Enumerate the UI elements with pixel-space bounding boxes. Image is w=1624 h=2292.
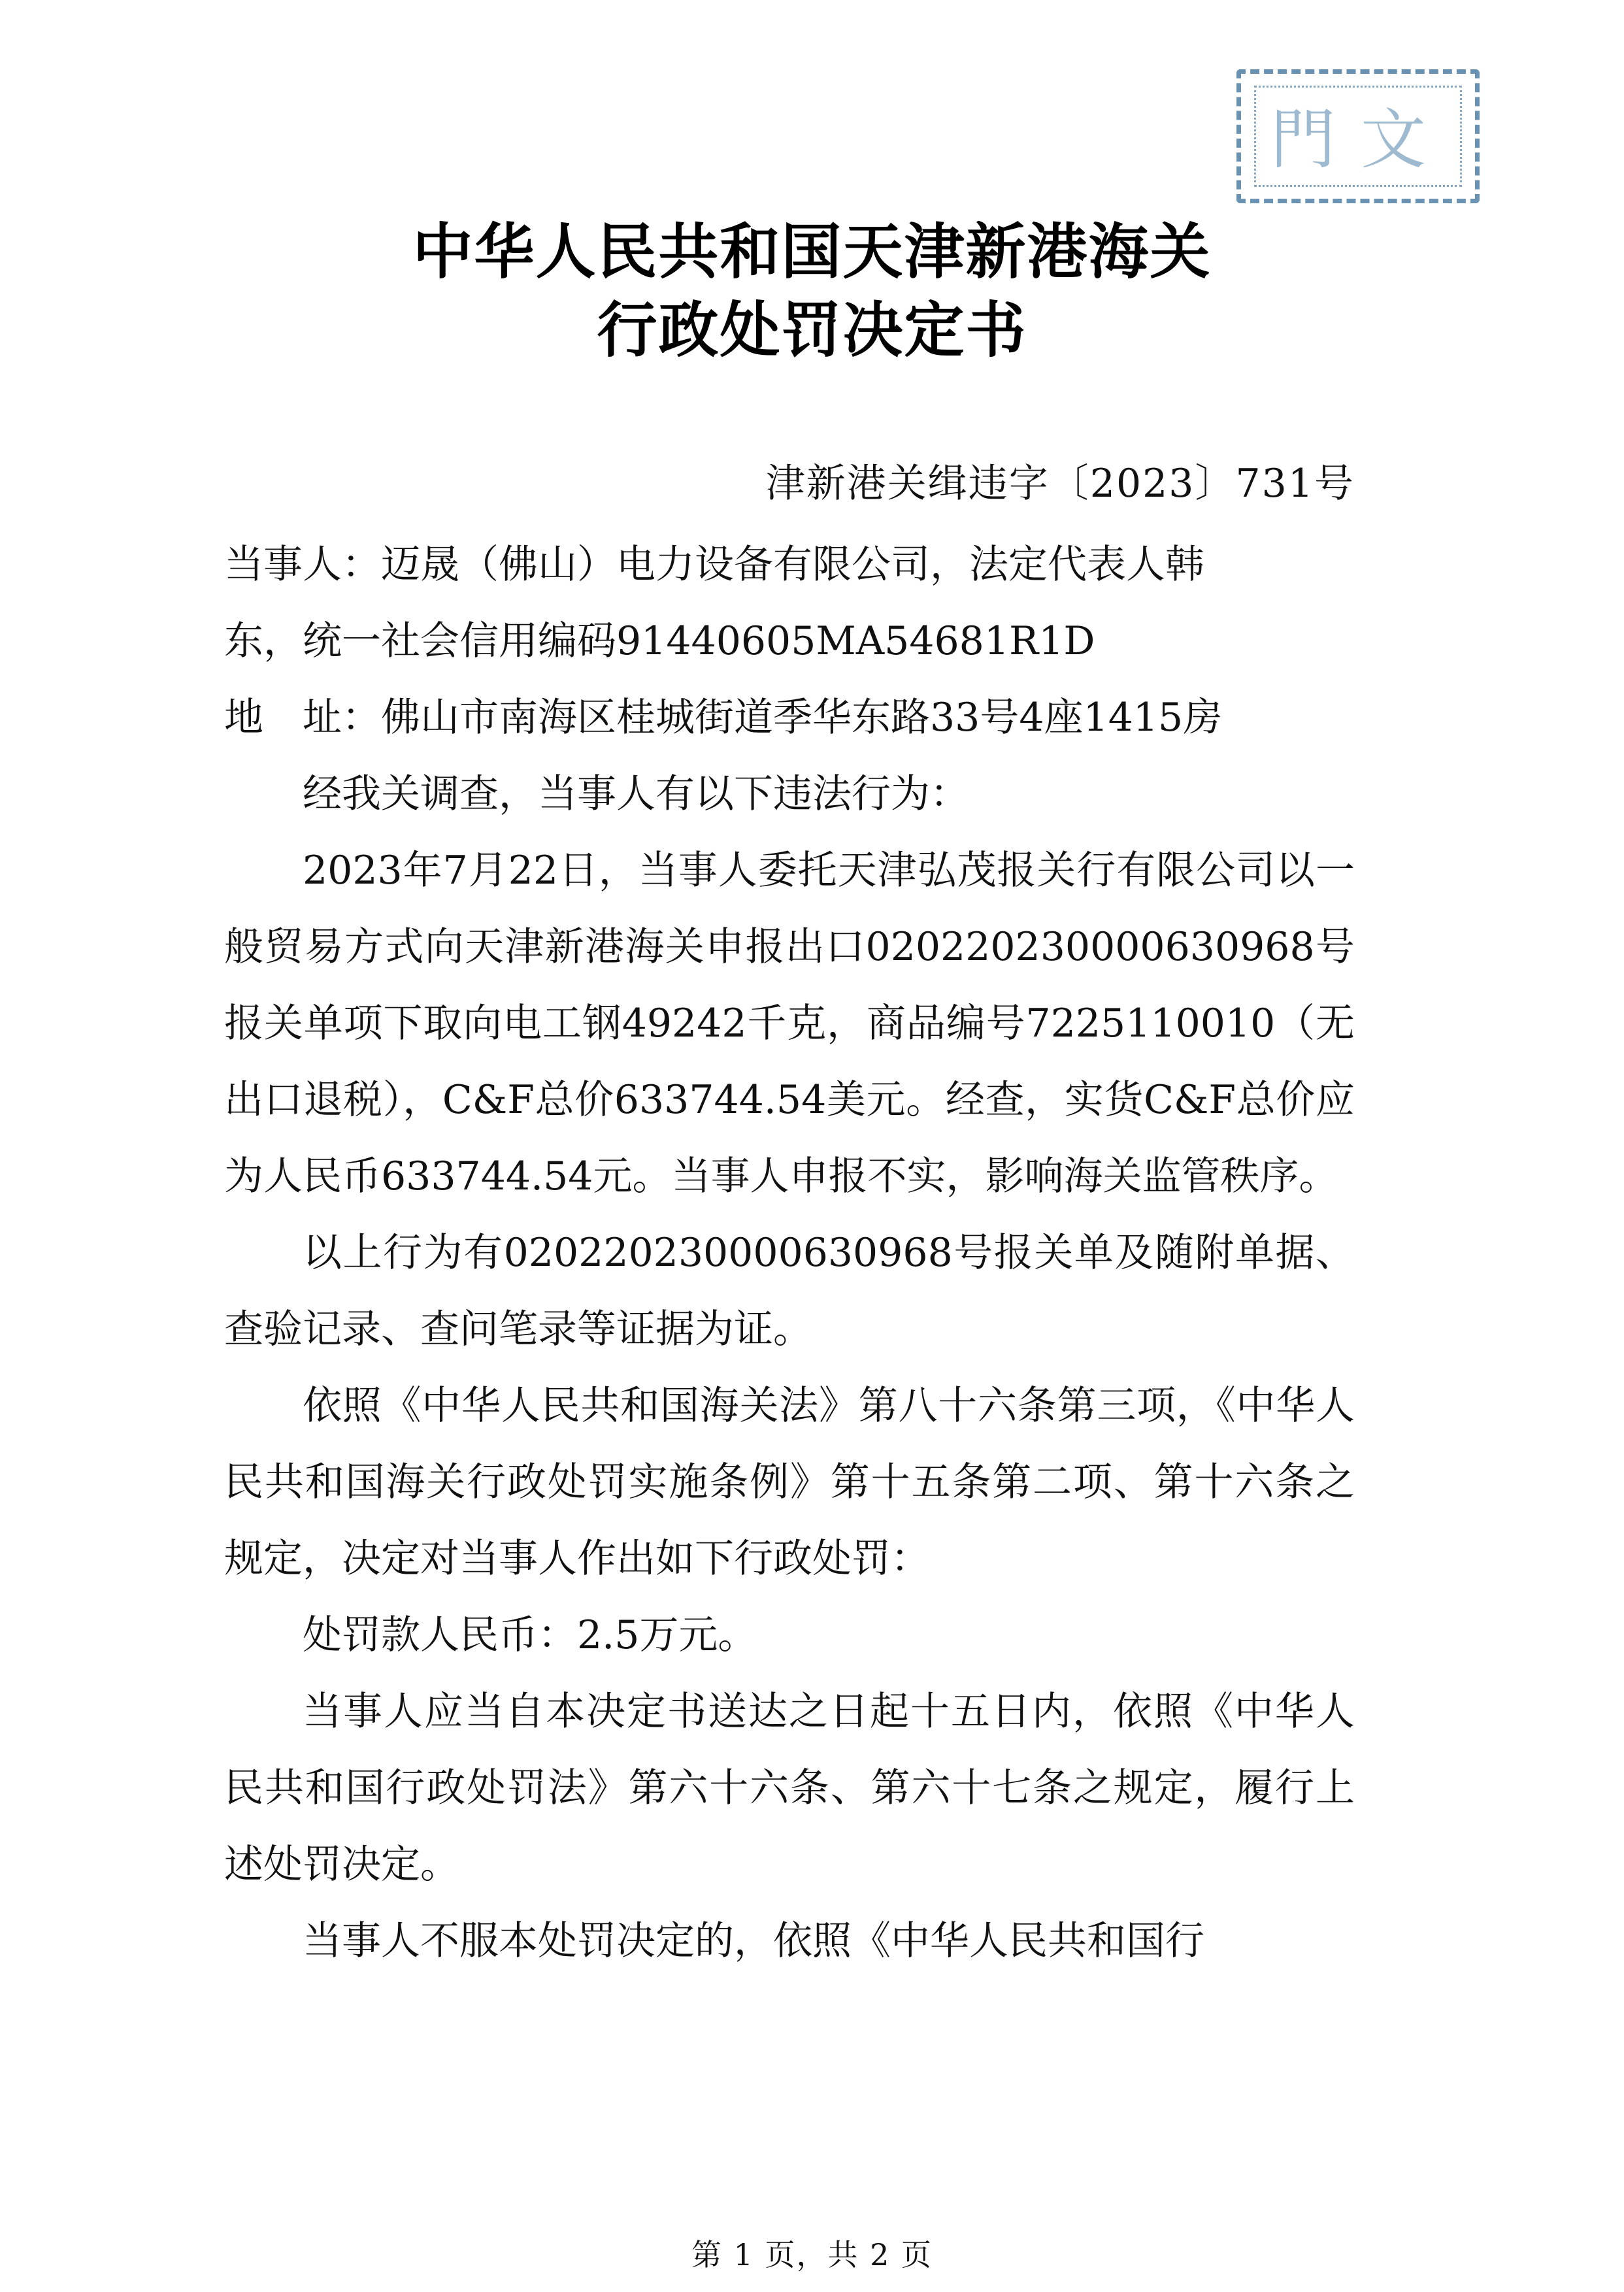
paragraph-appeal-rights: 当事人不服本处罚决定的，依照《中华人民共和国行 xyxy=(303,1918,1204,1964)
party-info-line2: 东，统一社会信用编码91440605MA54681R1D xyxy=(224,618,1095,664)
paragraph-penalty-amount: 处罚款人民币：2.5万元。 xyxy=(303,1612,757,1658)
document-body xyxy=(224,527,1355,1980)
document-title-line1: 中华人民共和国天津新港海关 xyxy=(412,216,1212,287)
party-info-line1: 当事人：迈晟（佛山）电力设备有限公司，法定代表人韩 xyxy=(224,542,1204,588)
official-seal-stamp xyxy=(1236,69,1480,203)
paragraph-violation-facts: 2023年7月22日，当事人委托天津弘茂报关行有限公司以一般贸易方式向天津新港海关申报出口020220230000630968号报关单项下取向电工钢49242千克，商品编号7225110010（无出口退税），C&F总价633744.54美元。经查，实货C&F总价应为人民币633744.54元。当事人申报不实，影响海关监管秩序。 xyxy=(224,848,1355,1199)
seal-glyph: 文 xyxy=(1361,101,1426,178)
paragraph-legal-basis: 依照《中华人民共和国海关法》第八十六条第三项，《中华人民共和国海关行政处罚实施条例》第十五条第二项、第十六条之规定，决定对当事人作出如下行政处罚： xyxy=(224,1383,1355,1582)
party-address: 地 址：佛山市南海区桂城街道季华东路33号4座1415房 xyxy=(224,695,1223,740)
paragraph-investigation-intro: 经我关调查，当事人有以下违法行为： xyxy=(303,771,969,817)
paragraph-performance-deadline: 当事人应当自本决定书送达之日起十五日内，依照《中华人民共和国行政处罚法》第六十六条、第六十七条之规定，履行上述处罚决定。 xyxy=(224,1689,1355,1887)
paragraph-evidence: 以上行为有020220230000630968号报关单及随附单据、查验记录、查问笔录等证据为证。 xyxy=(224,1230,1355,1352)
document-title-line2: 行政处罚决定书 xyxy=(597,295,1027,365)
document-number: 津新港关缉违字〔2023〕731号 xyxy=(765,461,1355,507)
page-footer: 第 1 页，共 2 页 xyxy=(691,2237,933,2272)
seal-glyph: 門 xyxy=(1270,101,1336,178)
